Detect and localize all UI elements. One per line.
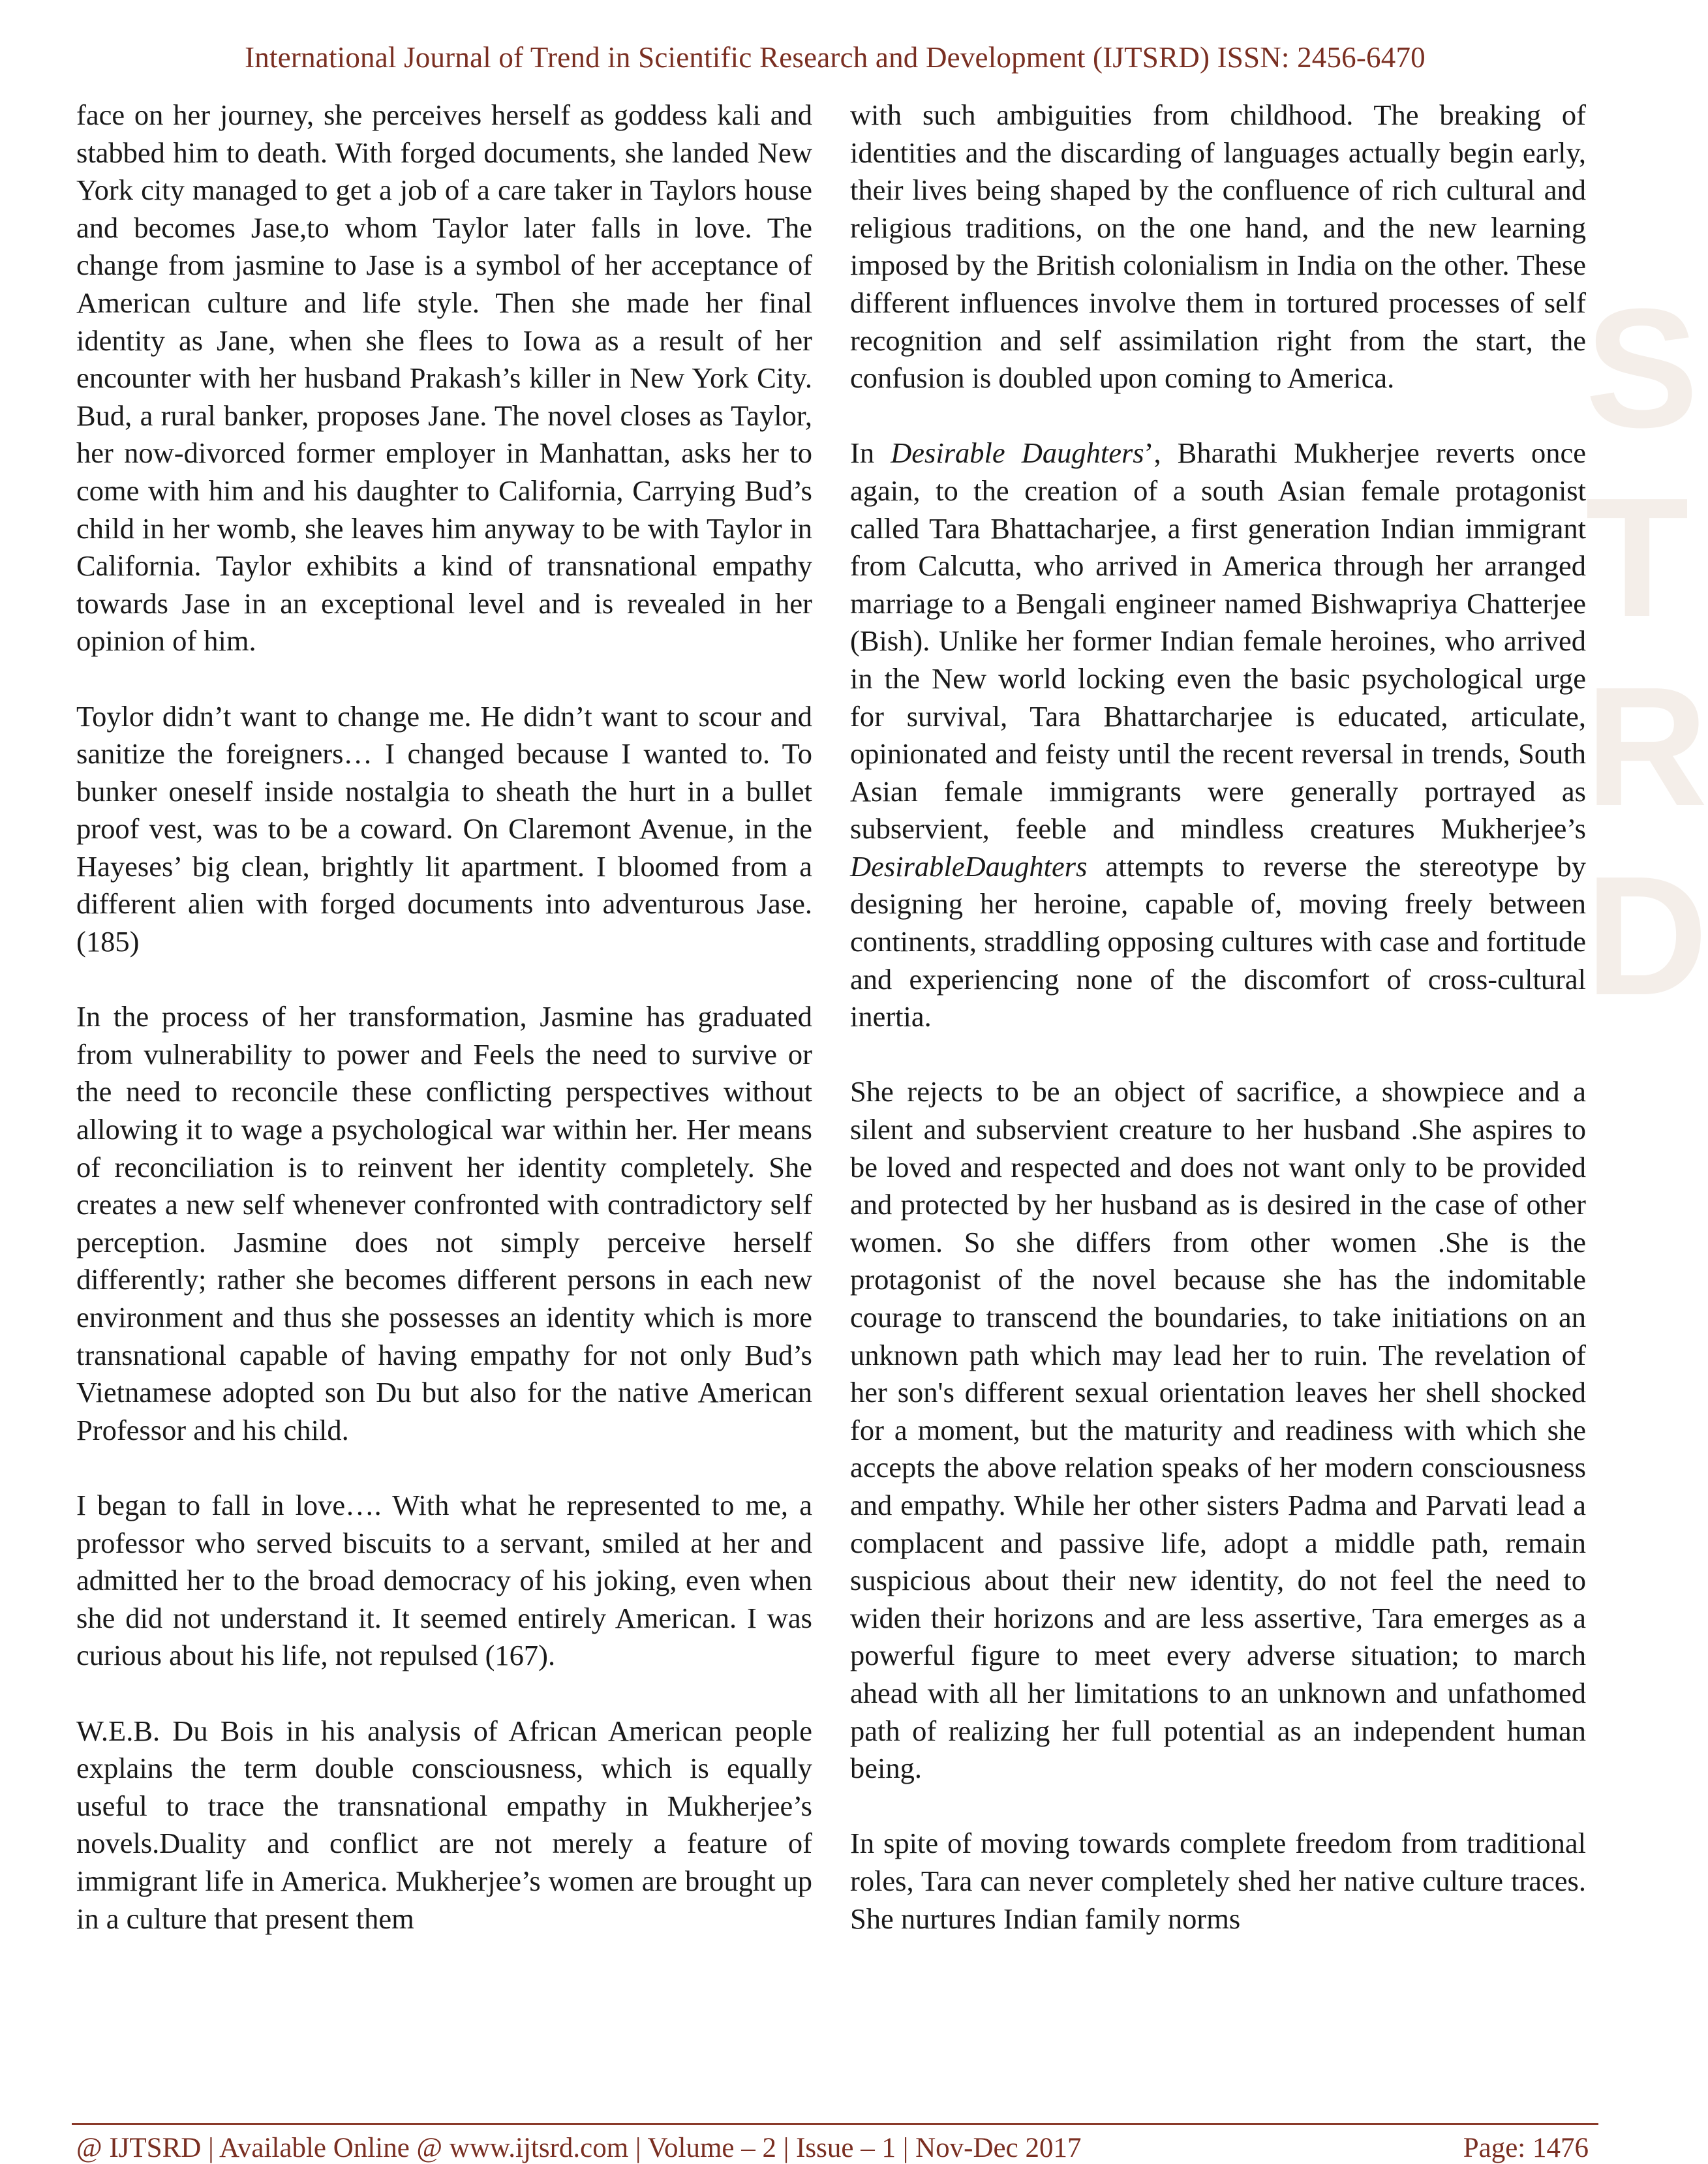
paragraph: She rejects to be an object of sacrifice, a showpiece and a silent and subservient creature to her husband .She aspires to be loved and respected and does not want only to be provided and protected by her husband as is desired in the case of other women. So she differs from other women .She is the protagonist of the novel because she has the indomitable courage to transcend the boundaries, to take initiations on an unknown path which may lead her to ruin. The revelation of her son's different sexual orientation leaves her shell shocked for a moment, but the maturity and readiness with which she accepts the above relation speaks of her modern consciousness and empathy. While her other sisters Padma and Parvati lead a complacent and passive life, adopt a middle path, remain suspicious about their new identity, do not feel the need to widen their horizons and are less assertive, Tara emerges as a powerful figure to meet every adverse situation; to march ahead with all her limitations to an unknown and unfathomed path of realizing her full potential as an independent human being. <box>850 1075 1586 1785</box>
journal-header: International Journal of Trend in Scientific Research and Development (IJTSRD) ISSN: 2456-6470 <box>245 41 1426 74</box>
book-title: Desirable Daughters <box>891 436 1144 470</box>
paragraph: face on her journey, she perceives herself as goddess kali and stabbed him to death. With forged documents, she landed New York city managed to get a job of a care taker in Taylors house and becomes Jase,to whom Taylor later falls in love. The change from jasmine to Jase is a symbol of her acceptance of American culture and life style. Then she made her final identity as Jane, when she flees to Iowa as a result of her encounter with her husband Prakash’s killer in New York City. Bud, a rural banker, proposes Jane. The novel closes as Taylor, her now-divorced former employer in Manhattan, asks her to come with him and his daughter to California, Carrying Bud’s child in her womb, she leaves him anyway to be with Taylor in California. Taylor exhibits a kind of transnational empathy towards Jase in an exceptional level and is revealed in her opinion of him. <box>76 99 812 658</box>
paragraph: W.E.B. Du Bois in his analysis of African American people explains the term double consciousness, which is equally useful to trace the transnational empathy in Mukherjee’s novels.Duality and conflict are not merely a feature of immigrant life in America. Mukherjee’s women are brought up in a culture that present them <box>76 1714 812 1935</box>
paragraph: with such ambiguities from childhood. The breaking of identities and the discarding of languages actually begin early, their lives being shaped by the confluence of rich cultural and religious traditions, on the one hand, and the new learning imposed by the British colonialism in India on the other. These different influences involve them in tortured processes of self recognition and self assimilation right from the start, the confusion is doubled upon coming to America. <box>850 99 1586 395</box>
watermark-letter: T <box>1585 463 1689 652</box>
watermark-letter: S <box>1585 274 1699 463</box>
text-run: attempts to reverse the stereotype by designing her heroine, capable of, moving freely between continents, straddling opposing cultures with case and fortitude and experiencing none of the discomfort of cross-cultural inertia. <box>850 849 1586 1033</box>
quote-paragraph: I began to fall in love…. With what he represented to me, a professor who served biscuits to a servant, smiled at her and admitted her to the broad democracy of his joking, even when she did not understand it. It seemed entirely American. I was curious about his life, not repulsed (167). <box>76 1488 812 1672</box>
text-run: ’, Bharathi Mukherjee reverts once again, to the creation of a south Asian female protagonist called Tara Bhattacharjee, a first generation Indian immigrant from Calcutta, who arrived in America through her arranged marriage to a Bengali engineer named Bishwapriya Chatterjee (Bish). Unlike her former Indian female heroines, who arrived in the New world locking even the basic psychological urge for survival, Tara Bhattarcharjee is educated, articulate, opinionated and feisty until the recent reversal in trends, South Asian female immigrants were generally portrayed as subservient, feeble and mindless creatures Mukherjee’s <box>850 436 1586 846</box>
paragraph: In spite of moving towards complete freedom from traditional roles, Tara can never completely shed her native culture traces. She nurtures Indian family norms <box>850 1827 1586 1935</box>
left-column <box>76 97 812 1975</box>
right-column <box>850 97 1586 1975</box>
footer-divider <box>72 2123 1598 2125</box>
watermark-letter: D <box>1585 842 1708 1031</box>
paragraph <box>850 434 1586 1036</box>
footer-info: @ IJTSRD | Available Online @ www.ijtsrd.com | Volume – 2 | Issue – 1 | Nov-Dec 2017 <box>76 2133 1082 2163</box>
quote-paragraph: Toylor didn’t want to change me. He didn’t want to scour and sanitize the foreigners… I changed because I wanted to. To bunker oneself inside nostalgia to sheath the hurt in a bullet proof vest, was to be a coward. On Claremont Avenue, in the Hayeses’ big clean, brightly lit apartment. I bloomed from a different alien with forged documents into adventurous Jase. (185) <box>76 699 812 958</box>
paragraph: In the process of her transformation, Jasmine has graduated from vulnerability to power and Feels the need to survive or the need to reconcile these conflicting perspectives without allowing it to wage a psychological war within her. Her means of reconciliation is to reinvent her identity completely. She creates a new self whenever confronted with contradictory self perception. Jasmine does not simply perceive herself differently; rather she becomes different persons in each new environment and thus she possesses an identity which is more transnational capable of having empathy for not only Bud’s Vietnamese adopted son Du but also for the native American Professor and his child. <box>76 1000 812 1446</box>
text-run: In <box>850 436 891 470</box>
page-footer <box>76 2132 1589 2164</box>
watermark-letter: R <box>1585 652 1708 842</box>
book-title: DesirableDaughters <box>850 849 1088 883</box>
page-number: Page: 1476 <box>1463 2133 1589 2163</box>
